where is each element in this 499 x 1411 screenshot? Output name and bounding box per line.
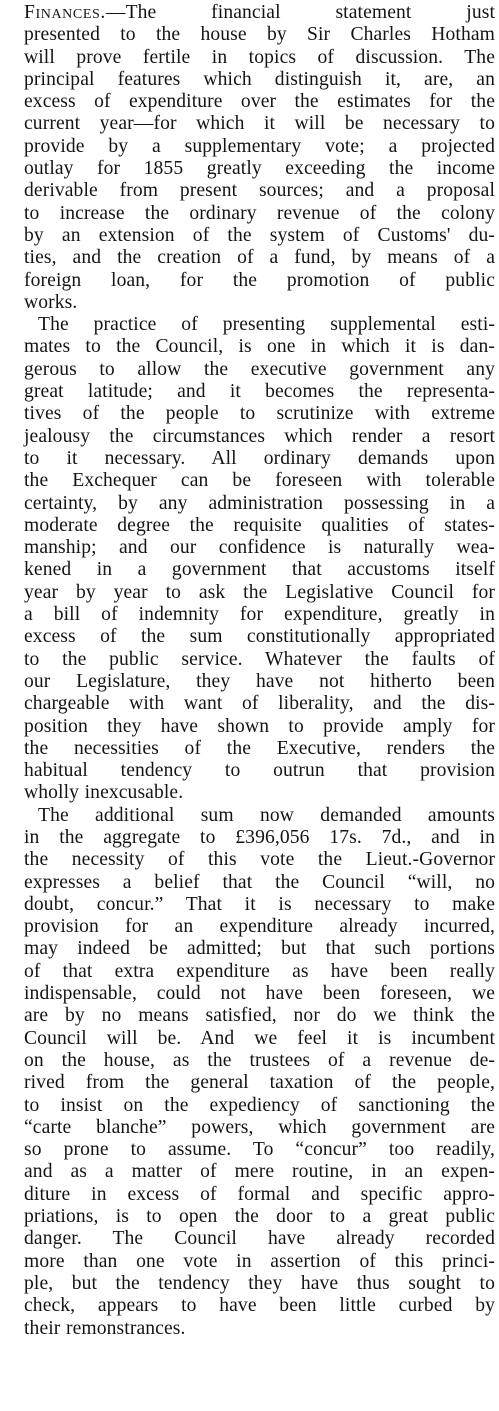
- text-line: are by no means satisfied, nor do we think the: [24, 1005, 495, 1027]
- text-line: excess of the sum constitutionally appropriated: [24, 626, 495, 648]
- text-line: of that extra expenditure as have been really: [24, 960, 495, 982]
- paragraph-finances-intro: [10, 2, 495, 314]
- text-line: expresses a belief that the Council “will, no: [24, 871, 495, 893]
- text-line: gerous to allow the executive government any: [24, 358, 495, 380]
- text-line: year by year to ask the Legislative Council for: [24, 581, 495, 603]
- text-line: mates to the Council, is one in which it is dan-: [24, 336, 495, 358]
- text-line: a bill of indemnity for expenditure, greatly in: [24, 604, 495, 626]
- text-line: to insist on the expediency of sanctioning the: [24, 1094, 495, 1116]
- text-line: certainty, by any administration possessing in a: [24, 492, 495, 514]
- text-line: position they have shown to provide amply for: [24, 715, 495, 737]
- text-line: ple, but the tendency they have thus sought to: [24, 1272, 495, 1294]
- text-line: The practice of presenting supplemental esti-: [38, 314, 495, 336]
- text-line: ties, and the creation of a fund, by means of a: [24, 247, 495, 269]
- text-line: presented to the house by Sir Charles Hotham: [24, 24, 495, 46]
- text-line: kened in a government that accustoms itself: [24, 559, 495, 581]
- text-line: current year—for which it will be necessary to: [24, 113, 495, 135]
- text-line: in the aggregate to £396,056 17s. 7d., and in: [24, 826, 495, 848]
- text-line: habitual tendency to outrun that provision: [24, 760, 495, 782]
- text-line: to the public service. Whatever the faults of: [24, 648, 495, 670]
- text-line: their remonstrances.: [24, 1317, 186, 1339]
- text-line: to increase the ordinary revenue of the colony: [24, 202, 495, 224]
- text-line: rived from the general taxation of the people,: [24, 1072, 495, 1094]
- paragraph-supplemental-estimates: [10, 314, 495, 805]
- text-line: by an extension of the system of Customs' du-: [24, 224, 495, 246]
- text-line: moderate degree the requisite qualities of states-: [24, 514, 495, 536]
- text-line: tives of the people to scrutinize with extreme: [24, 403, 495, 425]
- text-line: Council will be. And we feel it is incumbent: [24, 1027, 495, 1049]
- text-line: provide by a supplementary vote; a projected: [24, 135, 495, 157]
- text-line: doubt, concur.” That it is necessary to make: [24, 893, 495, 915]
- text-line: great latitude; and it becomes the representa-: [24, 381, 495, 403]
- text-line: outlay for 1855 greatly exceeding the income: [24, 158, 495, 180]
- text-line: the Exchequer can be foreseen with tolerable: [24, 470, 495, 492]
- text-line: our Legislature, they have not hitherto been: [24, 670, 495, 692]
- text-line: indispensable, could not have been foreseen, we: [24, 983, 495, 1005]
- text-line: provision for an expenditure already incurred,: [24, 916, 495, 938]
- text-line: wholly inexcusable.: [24, 782, 184, 804]
- text-line: danger. The Council have already recorded: [24, 1228, 495, 1250]
- text-line: on the house, as the trustees of a revenue de-: [24, 1049, 495, 1071]
- text-line: manship; and our confidence is naturally wea-: [24, 537, 495, 559]
- text-line: foreign loan, for the promotion of public: [24, 269, 495, 291]
- text-line: to it necessary. All ordinary demands upon: [24, 447, 495, 469]
- text-line: excess of expenditure over the estimates for the: [24, 91, 495, 113]
- text-line: the necessity of this vote the Lieut.-Governor: [24, 849, 495, 871]
- text-line: diture in excess of formal and specific appro-: [24, 1183, 495, 1205]
- article-heading: Finances.: [24, 2, 106, 23]
- text-line: and as a matter of mere routine, in an expen-: [24, 1161, 495, 1183]
- text-line: so prone to assume. To “concur” too readily,: [24, 1139, 495, 1161]
- text-line: principal features which distinguish it, are, an: [24, 68, 495, 90]
- paragraph-additional-sum: [10, 805, 495, 1340]
- text-line: jealousy the circumstances which render a resort: [24, 425, 495, 447]
- text-line: priations, is to open the door to a great public: [24, 1206, 495, 1228]
- text-line: will prove fertile in topics of discussion. The: [24, 46, 495, 68]
- text-line: more than one vote in assertion of this princi-: [24, 1250, 495, 1272]
- text-line: works.: [24, 291, 78, 313]
- text-line: “carte blanche” powers, which government are: [24, 1116, 495, 1138]
- text-line: the necessities of the Executive, renders the: [24, 737, 495, 759]
- text-line: check, appears to have been little curbed by: [24, 1295, 495, 1317]
- text-line: Finances.—The financial statement just: [24, 2, 495, 23]
- text-line: chargeable with want of liberality, and the dis-: [24, 693, 495, 715]
- text-line: may indeed be admitted; but that such portions: [24, 938, 495, 960]
- text-line: derivable from present sources; and a proposal: [24, 180, 495, 202]
- text-line: The additional sum now demanded amounts: [38, 804, 495, 826]
